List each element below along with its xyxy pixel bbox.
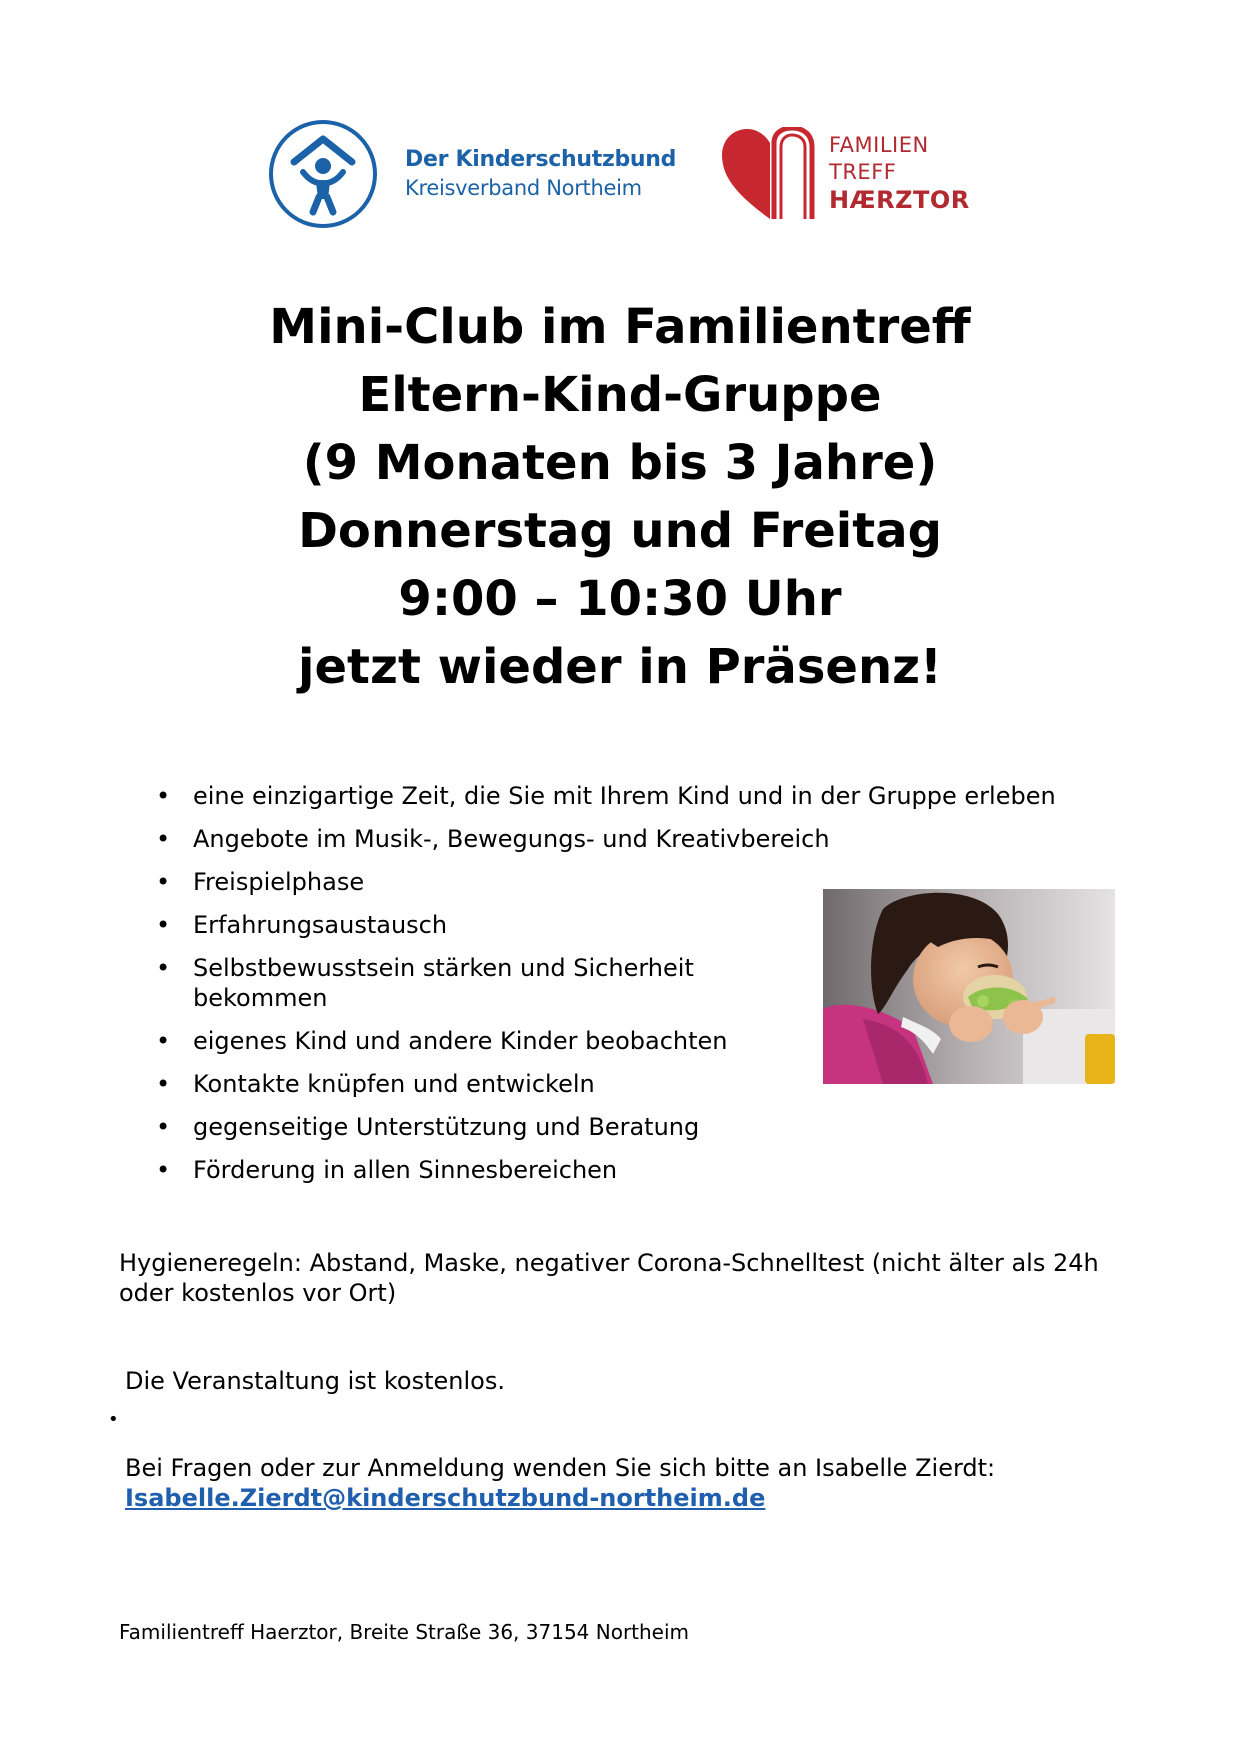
list-item — [150, 781, 1110, 811]
bullet-marker: • — [156, 782, 171, 810]
child-eating-photo — [823, 889, 1115, 1084]
kinderschutzbund-name: Der Kinderschutzbund — [405, 147, 677, 172]
headline-age-range: (9 Monaten bis 3 Jahre) — [302, 435, 938, 491]
list-item — [150, 1155, 1110, 1185]
headline-days: Donnerstag und Freitag — [298, 503, 942, 559]
kinderschutzbund-emblem-icon — [266, 117, 386, 232]
bullet-marker: • — [156, 1156, 171, 1184]
kinderschutzbund-logo — [266, 117, 677, 232]
list-item-text: eine einzigartige Zeit, die Sie mit Ihrem Kind und in der Gruppe erleben — [193, 782, 1056, 810]
stray-bullet: • — [108, 1409, 119, 1430]
headline — [0, 293, 1240, 701]
bullet-marker: • — [156, 954, 171, 982]
bullet-marker: • — [156, 868, 171, 896]
kinderschutzbund-wordmark — [405, 146, 676, 202]
list-item-text: Angebote im Musik-, Bewegungs- und Kreativbereich — [193, 825, 830, 853]
headline-presence: jetzt wieder in Präsenz! — [298, 639, 942, 695]
kinderschutzbund-district: Kreisverband Northeim — [405, 176, 642, 200]
bullet-marker: • — [156, 911, 171, 939]
contact-text: Bei Fragen oder zur Anmeldung wenden Sie sich bitte an Isabelle Zierdt: — [125, 1454, 996, 1482]
list-item — [150, 1112, 1110, 1142]
list-item-text: gegenseitige Unterstützung und Beratung — [193, 1113, 700, 1141]
bullet-marker: • — [156, 1070, 171, 1098]
free-of-charge-note: Die Veranstaltung ist kostenlos. — [125, 1367, 505, 1395]
familientreff-line-treff: TREFF — [829, 160, 897, 184]
bullet-marker: • — [156, 825, 171, 853]
list-item — [150, 824, 1110, 854]
list-item-text: Selbstbewusstsein stärken und Sicherheit bekommen — [193, 954, 694, 1012]
bullet-marker: • — [156, 1113, 171, 1141]
headline-group: Eltern-Kind-Gruppe — [358, 367, 882, 423]
contact-section — [125, 1453, 1125, 1513]
headline-title: Mini-Club im Familientreff — [269, 299, 971, 355]
familientreff-logo — [720, 127, 1000, 223]
familientreff-wordmark — [829, 132, 970, 215]
list-item-text: Kontakte knüpfen und entwickeln — [193, 1070, 595, 1098]
headline-time: 9:00 – 10:30 Uhr — [398, 571, 842, 627]
list-item-text: eigenes Kind und andere Kinder beobachten — [193, 1027, 728, 1055]
hygiene-rules: Hygieneregeln: Abstand, Maske, negativer Corona-Schnelltest (nicht älter als 24h oder kostenlos vor Ort) — [119, 1249, 1099, 1307]
contact-email-link[interactable]: Isabelle.Zierdt@kinderschutzbund-northeim.de — [125, 1484, 766, 1512]
bullet-marker: • — [156, 1027, 171, 1055]
list-item-text: Förderung in allen Sinnesbereichen — [193, 1156, 618, 1184]
list-item-text: Freispielphase — [193, 868, 365, 896]
familientreff-line-familien: FAMILIEN — [829, 133, 929, 157]
list-item-text: Erfahrungsaustausch — [193, 911, 448, 939]
heart-door-icon — [720, 127, 820, 223]
address-footer: Familientreff Haerztor, Breite Straße 36, 37154 Northeim — [119, 1620, 690, 1644]
familientreff-line-haerztor: HÆRZTOR — [829, 186, 970, 214]
